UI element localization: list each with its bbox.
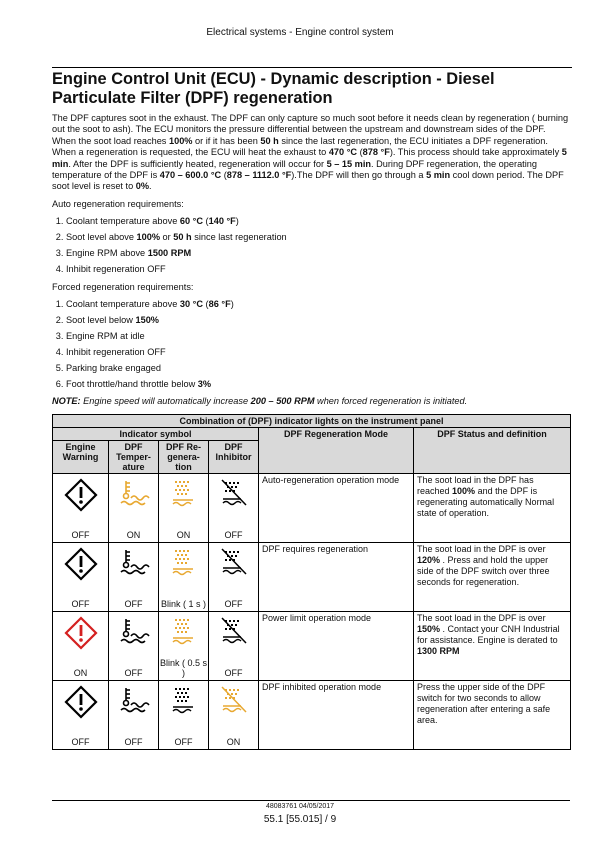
indicator-state: Blink ( 1 s ): [160, 598, 206, 609]
engine-warning-icon: [55, 685, 106, 719]
indicator-cell: [209, 542, 259, 611]
indicator-cell: [53, 680, 109, 749]
col-engine-warning: Engine Warning: [53, 440, 109, 473]
dpf-inhibitor-icon: [211, 685, 256, 715]
list-item: 4. Inhibit regeneration OFF: [66, 264, 570, 275]
dpf-regeneration-icon: [161, 547, 206, 577]
indicator-cell: [53, 542, 109, 611]
engine-warning-icon: [55, 478, 106, 512]
list-item: 3. Engine RPM at idle: [66, 331, 570, 342]
auto-regen-list: [52, 216, 570, 275]
dpf-temperature-icon: [111, 478, 156, 508]
indicator-cell: [209, 473, 259, 542]
table-body: [53, 473, 571, 749]
mode-header: DPF Regeneration Mode: [259, 427, 414, 473]
indicator-state: ON: [176, 529, 191, 540]
forced-regen-heading: Forced regeneration requirements:: [52, 281, 194, 292]
auto-regen-heading: Auto regeneration requirements:: [52, 198, 184, 209]
status-definition: Press the upper side of the DPF switch for two seconds to allow regeneration after entering a safe area.: [414, 680, 571, 749]
indicator-state: ON: [226, 736, 241, 747]
engine-warning-icon: [55, 616, 106, 650]
list-item: 1. Coolant temperature above 30 °C (86 °F): [66, 299, 570, 310]
dpf-temperature-icon: [111, 547, 156, 577]
indicator-cell: [209, 611, 259, 680]
col-dpf-regeneration: DPF Re-genera-tion: [159, 440, 209, 473]
list-item: 2. Soot level above 100% or 50 h since last regeneration: [66, 232, 570, 243]
indicator-state: OFF: [71, 598, 90, 609]
list-item: 2. Soot level below 150%: [66, 315, 570, 326]
dpf-temperature-icon: [111, 685, 156, 715]
table-caption: Combination of (DPF) indicator lights on the instrument panel: [53, 414, 571, 427]
indicator-header: Indicator symbol: [53, 427, 259, 440]
list-item: 6. Foot throttle/hand throttle below 3%: [66, 379, 570, 390]
footer-doc-number: 48083761 04/05/2017: [265, 803, 335, 810]
dpf-temperature-icon: [111, 616, 156, 646]
list-item: 5. Parking brake engaged: [66, 363, 570, 374]
indicator-cell: [109, 473, 159, 542]
indicator-cell: [53, 611, 109, 680]
status-definition: The soot load in the DPF has reached 100% and the DPF is regenerating automatically Normal state of operation.: [414, 473, 571, 542]
col-dpf-inhibitor: DPF Inhibitor: [209, 440, 259, 473]
forced-regen-list: [52, 299, 570, 390]
status-definition: The soot load in the DPF is over 150% . Contact your CNH Industrial for assistance. Engine is derated to 1300 RPM: [414, 611, 571, 680]
table-row: [53, 680, 571, 749]
indicator-state: OFF: [224, 667, 243, 678]
page-title: Engine Control Unit (ECU) - Dynamic description - Diesel Particulate Filter (DPF) regeneration: [52, 67, 572, 108]
regeneration-mode: DPF requires regeneration: [259, 542, 414, 611]
regeneration-mode: Auto-regeneration operation mode: [259, 473, 414, 542]
dpf-regeneration-icon: [161, 685, 206, 715]
content: [52, 113, 570, 750]
list-item: 3. Engine RPM above 1500 RPM: [66, 248, 570, 259]
dpf-inhibitor-icon: [211, 616, 256, 646]
indicator-cell: [109, 680, 159, 749]
indicator-state: OFF: [71, 736, 90, 747]
dpf-regeneration-icon: [161, 478, 206, 508]
indicator-state: OFF: [174, 736, 193, 747]
indicator-state: OFF: [124, 736, 143, 747]
table-row: [53, 611, 571, 680]
status-definition: The soot load in the DPF is over 120% . Press and hold the upper side of the DPF switch over three seconds for regeneration.: [414, 542, 571, 611]
indicator-state: OFF: [224, 598, 243, 609]
table-row: [53, 473, 571, 542]
footer-page-number: 55.1 [55.015] / 9: [263, 814, 337, 825]
dpf-inhibitor-icon: [211, 547, 256, 577]
indicator-cell: [159, 542, 209, 611]
indicator-cell: [159, 473, 209, 542]
indicator-state: Blink ( 0.5 s ): [159, 657, 208, 678]
indicator-state: OFF: [224, 529, 243, 540]
indicator-state: ON: [73, 667, 88, 678]
note: NOTE: Engine speed will automatically increase 200 – 500 RPM when forced regeneration is initiated.: [52, 396, 468, 407]
footer-divider: [52, 800, 570, 801]
indicator-cell: [109, 611, 159, 680]
indicator-state: OFF: [71, 529, 90, 540]
regeneration-mode: Power limit operation mode: [259, 611, 414, 680]
indicator-cell: [159, 611, 209, 680]
dpf-inhibitor-icon: [211, 478, 256, 508]
engine-warning-icon: [55, 547, 106, 581]
indicator-cell: [209, 680, 259, 749]
col-dpf-temperature: DPF Temper-ature: [109, 440, 159, 473]
indicator-table: [52, 414, 571, 750]
page-header: Electrical systems - Engine control system: [206, 27, 394, 38]
indicator-state: OFF: [124, 667, 143, 678]
table-row: [53, 542, 571, 611]
dpf-regeneration-icon: [161, 616, 206, 646]
list-item: 1. Coolant temperature above 60 °C (140 °F): [66, 216, 570, 227]
intro-paragraph: The DPF captures soot in the exhaust. The DPF can only capture so much soot before it needs clean by regeneration ( burning out the soot to ash). The ECU monitors the pressure differential between the upstream and downstream sides of the DPF. When the soot load reaches 100% or if it has been 50 h since the last regeneration, the ECU initiates a DPF regeneration. When a regeneration is requested, the ECU will heat the exhaust to 470 °C (878 °F). This process should take approximately 5 min. After the DPF is sufficiently heated, regeneration will occur for 5 – 15 min. During DPF regeneration, the operating temperature of the DPF is 470 – 600.0 °C (878 – 1112.0 °F).The DPF will then go through a 5 min cool down period. The DPF soot level is reset to 0%.: [52, 113, 569, 192]
indicator-cell: [53, 473, 109, 542]
indicator-cell: [159, 680, 209, 749]
indicator-cell: [109, 542, 159, 611]
status-header: DPF Status and definition: [414, 427, 571, 473]
regeneration-mode: DPF inhibited operation mode: [259, 680, 414, 749]
indicator-state: OFF: [124, 598, 143, 609]
list-item: 4. Inhibit regeneration OFF: [66, 347, 570, 358]
indicator-state: ON: [126, 529, 141, 540]
